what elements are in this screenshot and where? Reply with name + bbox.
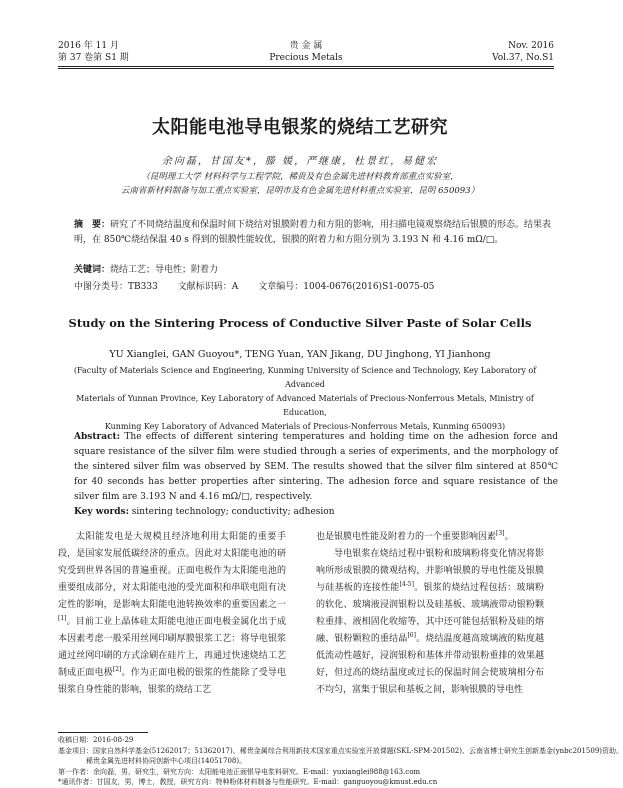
classification-line [74, 279, 454, 292]
footnote-received: 收稿日期：2016-08-29 [58, 736, 134, 744]
abstract-cn-label: 摘 要： [74, 220, 111, 230]
authors-cn: 余向磊，甘国友*，滕 媛，严继康，杜景红，易健宏 [161, 156, 439, 167]
body-text: 太阳能发电是大规模且经济地利用太阳能的重要手段，是国家发展低碳经济的重点。因此对太阳能电池的研究受到世界各国的普遍重视。正面电极作为太阳能电池的重要组成部分，对太阳能电池的受光面积和串联电阻有决定性的影响，是影响太阳能电池转换效率的重要因素之一 [58, 532, 286, 610]
footnotes [58, 735, 623, 788]
header-volume-cn: 第 37 卷第 S1 期 [58, 53, 129, 63]
affiliations-en [70, 364, 540, 434]
footnote-rule [58, 732, 148, 733]
header-volume-en: Vol.37, No.S1 [492, 53, 554, 63]
header-date-en: Nov. 2016 [508, 41, 554, 51]
affiliation-en-line: Kunming Key Laboratory of Advanced Materials of Precious-Nonferrous Metals, Kunming 650093) [104, 422, 506, 431]
body-text: 。作为正面电极的银浆的性能除了受导电银浆自身性能的影响，银浆的烧结工艺 [58, 668, 286, 695]
journal-name-en: Precious Metals [269, 53, 343, 63]
header-rule [58, 66, 554, 67]
running-header [58, 40, 554, 66]
authors-en: YU Xianglei, GAN Guoyou*, TENG Yuan, YAN Jikang, DU Jinghong, YI Jianhong [109, 349, 491, 360]
citation: [3] [496, 530, 505, 537]
keywords-cn-label: 关键词： [74, 265, 111, 275]
document-code: 文献标识码：A [177, 282, 239, 292]
keywords-cn-text: 烧结工艺；导电性；附着力 [110, 265, 219, 275]
body-column-left [58, 529, 286, 699]
citation: [4-5] [399, 581, 414, 588]
body-text: 。烧结温度越高玻璃液的粘度越低流动性越好，浸润银粉和基体并带动银粉重排的效果越好，但过高的烧结温度或过长的保温时间会使玻璃相分布不均匀，富集于银层和基板之间，影响银膜的导电性 [316, 634, 544, 695]
body-paragraph [316, 529, 544, 546]
affiliation-cn-line: （昆明理工大学 材料科学与工程学院，稀贵及有色金属先进材料教育部重点实验室， [141, 172, 459, 182]
affiliations-cn [0, 170, 600, 198]
body-text: 导电银浆在烧结过程中银粉和玻璃粉将变化情况将影响所形成银膜的微观结构，并影响银膜的导电性能及银膜与硅基板的连接性能 [316, 549, 544, 593]
journal-name-cn: 贵 金 属 [289, 41, 323, 51]
keywords-cn [74, 263, 558, 278]
abstract-cn-text: 研究了不同烧结温度和保温时间下烧结对银膜附着力和方阻的影响，用扫描电镜观察烧结后银膜的形态。结果表明，在 850℃烧结保温 40 s 得到的银膜性能较优，银膜的附着力和方阻分别为 3.193 N 和 4.16 mΩ/□。 [74, 220, 552, 245]
abstract-en-label: Abstract: [74, 432, 121, 442]
paper-title-cn: 太阳能电池导电银浆的烧结工艺研究 [152, 117, 448, 138]
citation: [2] [112, 666, 122, 673]
clc-number: 中图分类号：TB333 [74, 282, 158, 292]
affiliation-cn-line: 云南省新材料制备与加工重点实验室，昆明市及有色金属先进材料重点实验室，昆明 650093） [120, 186, 480, 196]
footnote-fund-cont: 稀贵金属先进材料协同创新中心项目(14051708)。 [86, 757, 247, 765]
header-center [58, 40, 554, 64]
affiliation-en-line: (Faculty of Materials Science and Engineering, Kunming University of Science and Technology, Key Laboratory of Advanced [73, 366, 537, 389]
body-paragraph [58, 529, 286, 699]
citation: [6] [407, 632, 416, 639]
paper-title-en: Study on the Sintering Process of Conductive Silver Paste of Solar Cells [68, 316, 532, 330]
footnote-first-author: 第一作者：余向磊，男，研究生，研究方向：太阳能电池正面银导电浆料研究。E-mail：yuxianglei988@163.com [58, 767, 421, 776]
abstract-en [74, 430, 558, 505]
keywords-en-text: sintering technology; conductivity; adhesion [131, 507, 335, 517]
body-paragraph [316, 546, 544, 699]
footnote-corresponding-author: *通讯作者：甘国友，男，博士，教授，研究方向：特种粉体材料制备与性能研究。E-mail：ganguoyou@kmust.edu.cn [58, 778, 438, 786]
header-date-cn: 2016 年 11 月 [58, 41, 119, 51]
keywords-en [74, 505, 558, 520]
footnote-fund: 基金项目：国家自然科学基金(51262017；51362017)、稀贵金属综合利用新技术国家重点实验室开放课题(SKL-SPM-201502)、云南省博士研究生创新基金(ynbc201509)资助。 [58, 746, 623, 755]
citation: [1] [58, 615, 67, 622]
abstract-cn [74, 218, 558, 248]
header-right [492, 40, 554, 64]
body-column-right [316, 529, 544, 699]
affiliation-en-line: Materials of Yunnan Province, Key Laboratory of Advanced Materials of Precious-Nonferrous Metals, Ministry of Education, [76, 394, 534, 417]
body-text: 也是银膜电性能及附着力的一个重要影响因素 [316, 532, 497, 542]
body-text: 。 [504, 532, 514, 542]
header-rule-double [58, 68, 554, 69]
keywords-en-label: Key words: [74, 507, 129, 517]
abstract-en-text: The effects of different sintering temperatures and holding time on the adhesion force and square resistance of the silver film were studied through a series of experiments, and the morphology of the sintered silver film was observed by SEM. The results showed that the silver film sintered at 850℃ for 40 seconds has better properties after sintering. The adhesion force and square resistance of the silver film are 3.193 N and 4.16 mΩ/□, respectively. [74, 432, 558, 502]
body-text: 。银浆的烧结过程包括：玻璃粉的软化、玻璃液浸润银粉以及硅基板、玻璃液带动银粉颗粒重排、液相固化收缩等，其中还可能包括银粉及硅的熔融、银粉颗粒的重结晶 [316, 583, 544, 644]
body-text: 。目前工业上晶体硅太阳能电池正面电极金属化出于成本因素考虑一般采用丝网印刷厚膜银浆工艺：将导电银浆通过丝网印刷的方式涂刷在硅片上，再通过快速烧结工艺制成正面电极 [58, 617, 286, 678]
article-number: 文章编号：1004-0676(2016)S1-0075-05 [258, 282, 435, 292]
